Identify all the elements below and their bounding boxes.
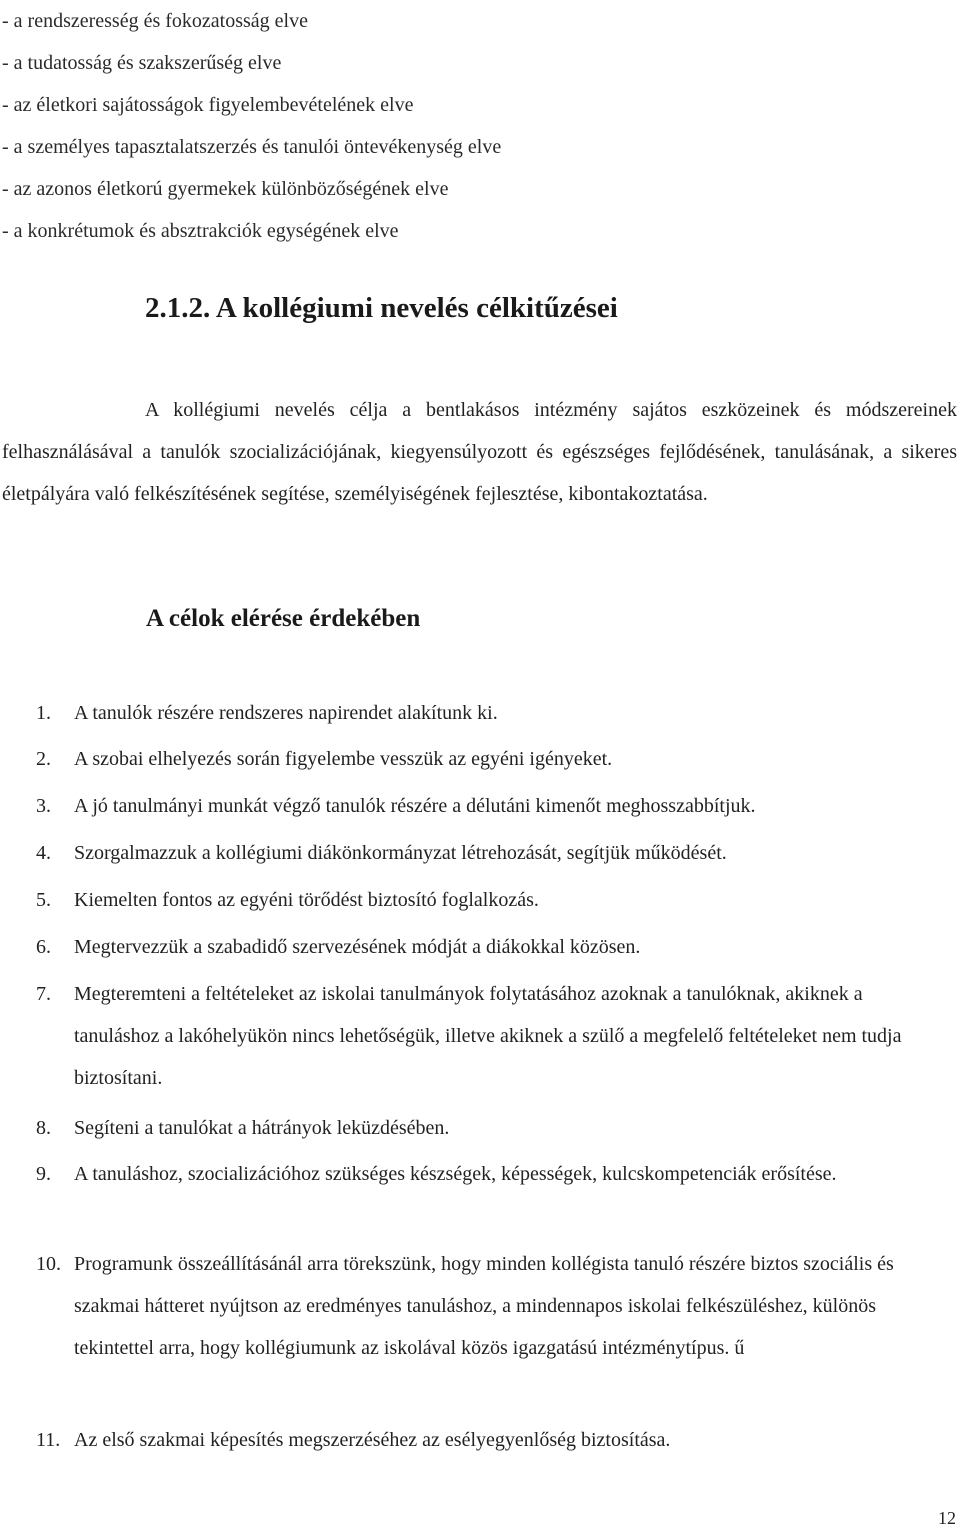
- goal-text: A szobai elhelyezés során figyelembe vesszük az egyéni igényeket.: [74, 748, 613, 770]
- goal-item: [0, 832, 940, 874]
- goal-number: 7.: [36, 983, 51, 1005]
- goal-number: 9.: [36, 1163, 51, 1185]
- principle-item: - az életkori sajátosságok figyelembevételének elve: [2, 94, 414, 116]
- goal-text: Megteremteni a feltételeket az iskolai tanulmányok folytatásához azoknak a tanulóknak, akiknek a tanuláshoz a lakóhelyükön nincs lehetőségük, illetve akiknek a szülő a megfelelő feltételeket nem tudja biztosítani.: [74, 983, 902, 1089]
- goal-number: 1.: [36, 702, 51, 724]
- goal-item: [0, 973, 940, 1099]
- goal-text: A jó tanulmányi munkát végző tanulók részére a délutáni kimenőt meghosszabbítjuk.: [74, 795, 756, 817]
- principle-item: - a rendszeresség és fokozatosság elve: [2, 10, 308, 32]
- goal-number: 10.: [36, 1253, 61, 1275]
- intro-paragraph: A kollégiumi nevelés célja a bentlakásos intézmény sajátos eszközeinek és módszereinek felhasználásával a tanulók szocializációjának, kiegyensúlyozott és egészséges fejlődésének, tanulásának, a sikeres életpályára való felkészítésének segítése, személyiségének fejlesztése, kibontakoztatása.: [2, 399, 957, 505]
- goal-text: Segíteni a tanulókat a hátrányok leküzdésében.: [74, 1117, 450, 1139]
- goal-text: Programunk összeállításánál arra törekszünk, hogy minden kollégista tanuló részére biztos szociális és szakmai hátteret nyújtson az eredményes tanuláshoz, a mindennapos iskolai felkészüléshez, különös tekintettel arra, hogy kollégiumunk az iskolával közös igazgatású intézménytípus. ű: [74, 1253, 894, 1359]
- goal-number: 2.: [36, 748, 51, 770]
- principle-item: - a konkrétumok és absztrakciók egységének elve: [2, 220, 399, 242]
- goal-number: 3.: [36, 795, 51, 817]
- goals-subheading: A célok elérése érdekében: [146, 605, 421, 632]
- goal-item: [0, 1107, 940, 1149]
- goal-number: 4.: [36, 842, 51, 864]
- principle-item: - az azonos életkorú gyermekek különbözőségének elve: [2, 178, 449, 200]
- goal-number: 11.: [36, 1429, 61, 1451]
- goal-number: 8.: [36, 1117, 51, 1139]
- principle-item: - a tudatosság és szakszerűség elve: [2, 52, 282, 74]
- goal-text: A tanulók részére rendszeres napirendet alakítunk ki.: [74, 702, 498, 724]
- section-heading: 2.1.2. A kollégiumi nevelés célkitűzései: [145, 292, 618, 324]
- goal-item: [0, 1243, 940, 1369]
- goal-item: [0, 926, 940, 968]
- goal-text: Az első szakmai képesítés megszerzéséhez az esélyegyenlőség biztosítása.: [74, 1429, 671, 1451]
- goal-item: [0, 692, 940, 734]
- goal-item: [0, 785, 940, 827]
- goal-item: [0, 738, 940, 780]
- goal-text: Kiemelten fontos az egyéni törődést biztosító foglalkozás.: [74, 889, 539, 911]
- goal-text: Szorgalmazzuk a kollégiumi diákönkormányzat létrehozását, segítjük működését.: [74, 842, 727, 864]
- goal-number: 5.: [36, 889, 51, 911]
- page-number: 12: [938, 1508, 956, 1528]
- goal-text: Megtervezzük a szabadidő szervezésének módját a diákokkal közösen.: [74, 936, 641, 958]
- goal-item: [0, 1419, 940, 1461]
- goal-number: 6.: [36, 936, 51, 958]
- principles-list: [2, 0, 501, 252]
- goal-item: [0, 879, 940, 921]
- goal-text: A tanuláshoz, szocializációhoz szükséges készségek, képességek, kulcskompetenciák erősítése.: [74, 1163, 837, 1185]
- principle-item: - a személyes tapasztalatszerzés és tanulói öntevékenység elve: [2, 136, 502, 158]
- goal-item: [0, 1153, 940, 1195]
